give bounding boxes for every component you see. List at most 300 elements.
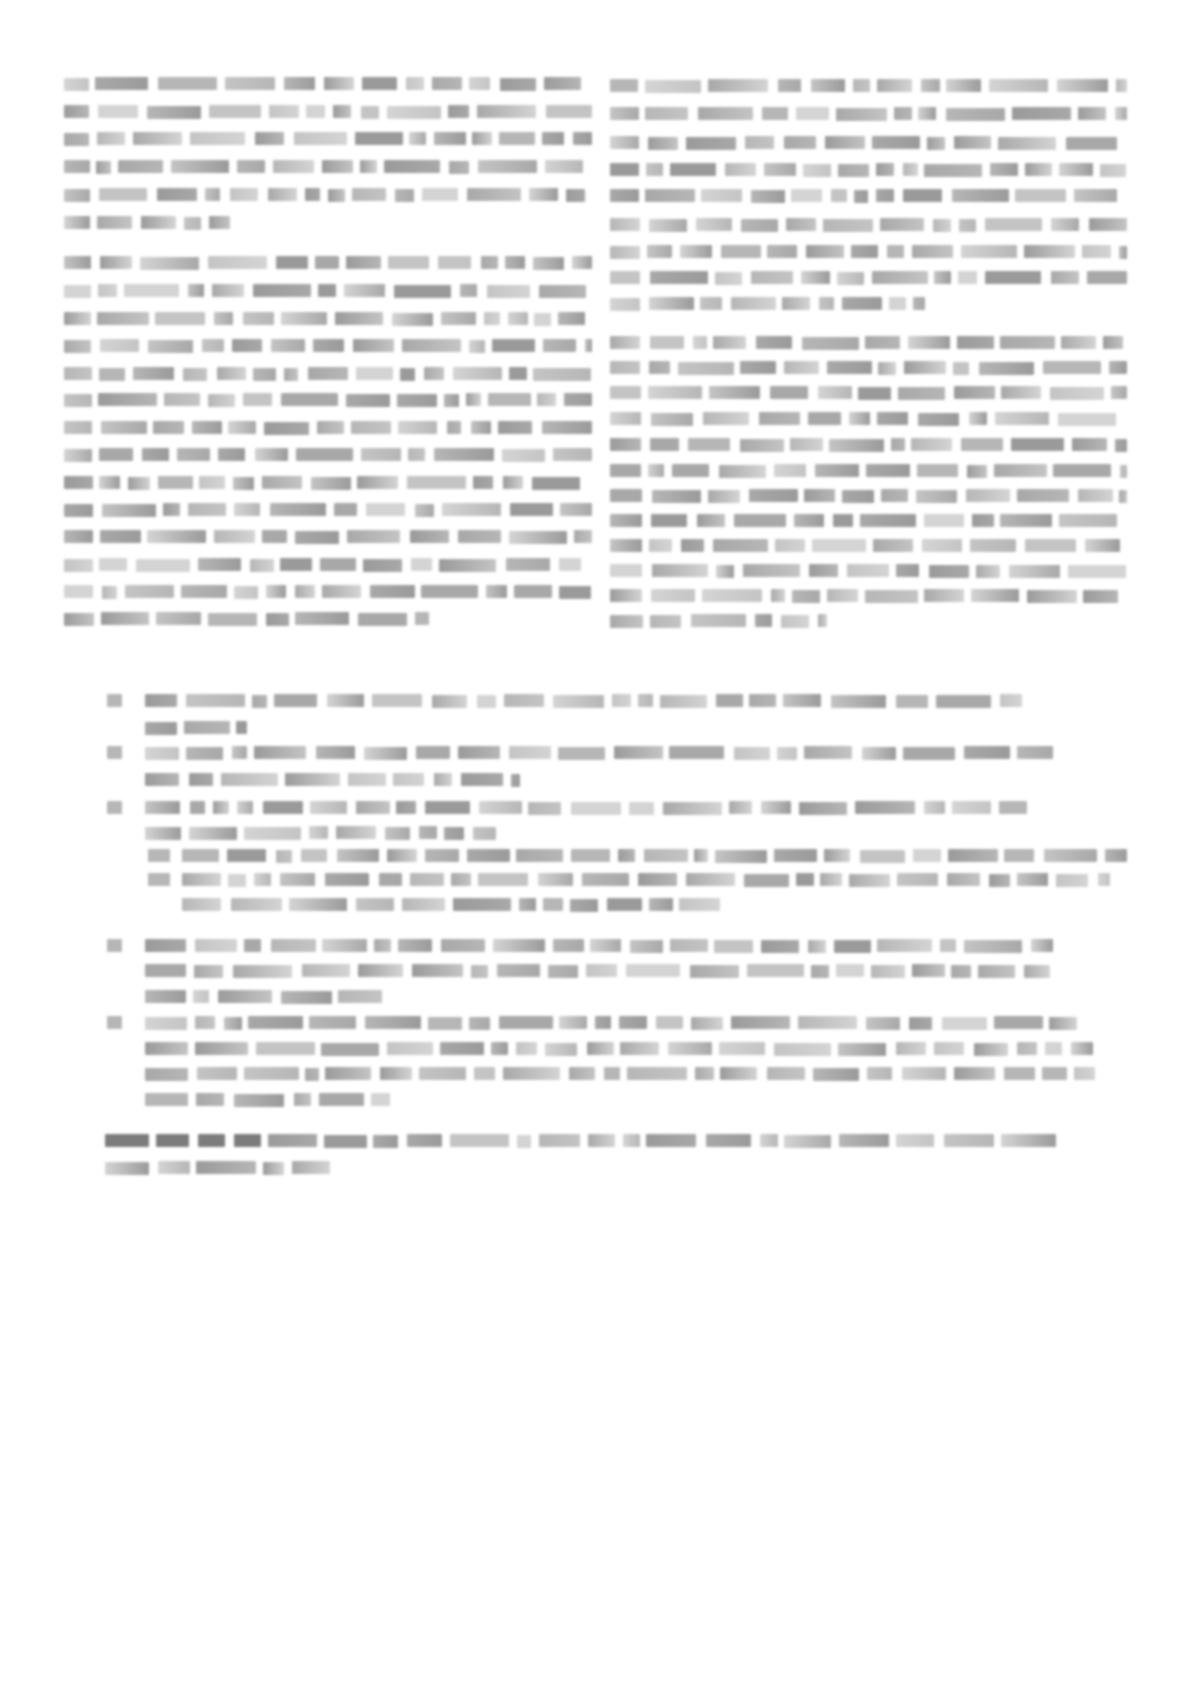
word-blob [994, 1016, 1043, 1029]
word-blob [276, 256, 308, 269]
word-blob [1103, 336, 1123, 349]
word-blob [648, 386, 702, 399]
word-blob [781, 615, 809, 628]
word-blob [650, 336, 684, 349]
word-blob [760, 1134, 778, 1147]
word-blob [719, 1042, 765, 1055]
word-blob [421, 585, 478, 598]
text-line [105, 1133, 1070, 1148]
word-blob [959, 219, 976, 232]
word-blob [419, 1067, 466, 1080]
word-blob [656, 1016, 683, 1029]
word-blob [896, 564, 919, 577]
word-blob [171, 160, 229, 173]
word-blob [444, 827, 464, 840]
word-blob [410, 873, 444, 886]
word-blob [902, 1067, 946, 1080]
word-blob [266, 585, 286, 598]
word-blob [99, 448, 133, 461]
word-blob [891, 438, 905, 451]
word-blob [865, 590, 918, 603]
word-blob [909, 1017, 932, 1030]
word-blob [560, 503, 592, 516]
word-blob [851, 245, 878, 258]
word-blob [217, 367, 246, 380]
word-blob [398, 939, 432, 952]
word-blob [473, 476, 493, 489]
word-blob [281, 991, 332, 1004]
word-blob [1025, 539, 1076, 552]
word-blob [762, 107, 788, 120]
word-blob [440, 1042, 484, 1055]
word-blob [133, 132, 182, 145]
word-blob [650, 438, 679, 451]
text-line [145, 963, 1053, 978]
word-blob [255, 448, 288, 461]
word-blob [1058, 413, 1116, 426]
word-blob [818, 386, 852, 399]
word-blob [244, 939, 261, 952]
word-blob [604, 1067, 620, 1080]
word-blob [837, 272, 864, 285]
word-blob [764, 163, 796, 176]
word-blob [838, 1043, 886, 1056]
word-blob [500, 78, 536, 91]
word-blob [734, 747, 770, 760]
word-blob [1024, 245, 1075, 258]
word-blob [543, 898, 563, 911]
word-blob [319, 1093, 364, 1106]
word-blob [978, 965, 1015, 978]
text-line [64, 447, 592, 462]
word-blob [976, 565, 1000, 578]
word-blob [280, 873, 315, 886]
word-blob [954, 1067, 995, 1080]
word-blob [862, 747, 896, 760]
word-blob [396, 801, 416, 814]
word-blob [756, 336, 792, 349]
word-blob [553, 939, 584, 952]
word-blob [651, 413, 693, 426]
word-blob [777, 747, 797, 760]
text-line [64, 187, 592, 202]
word-blob [186, 747, 223, 760]
bold-word-blob [156, 1134, 189, 1147]
text-line [610, 162, 1127, 177]
word-blob [528, 802, 561, 815]
text-line [145, 745, 1053, 760]
text-line [145, 938, 1053, 953]
sub-list-marker [148, 873, 170, 886]
word-blob [720, 1067, 757, 1080]
word-blob [610, 136, 639, 149]
word-blob [1072, 438, 1107, 451]
word-blob [648, 464, 664, 477]
word-blob [407, 476, 466, 489]
word-blob [755, 614, 772, 627]
word-blob [957, 336, 994, 349]
word-blob [1017, 1042, 1037, 1055]
word-blob [208, 613, 257, 626]
word-blob [740, 439, 784, 452]
text-line [610, 188, 1127, 203]
word-blob [921, 79, 940, 92]
word-blob [424, 367, 444, 380]
word-blob [387, 849, 417, 862]
word-blob [316, 746, 355, 759]
word-blob [860, 514, 916, 527]
word-blob [894, 107, 912, 120]
word-blob [479, 801, 522, 814]
word-blob [125, 585, 174, 598]
word-blob [394, 285, 451, 298]
word-blob [1109, 361, 1127, 374]
word-blob [660, 695, 707, 708]
text-line [610, 135, 1127, 150]
word-blob [315, 256, 339, 269]
word-blob [649, 297, 694, 310]
word-blob [734, 514, 786, 527]
word-blob [231, 898, 282, 911]
word-blob [706, 1134, 751, 1147]
word-blob [922, 539, 962, 552]
word-blob [784, 1135, 831, 1148]
word-blob [645, 107, 688, 120]
word-blob [543, 339, 576, 352]
word-blob [694, 849, 708, 862]
word-blob [352, 188, 386, 201]
word-blob [903, 163, 918, 176]
word-blob [262, 530, 287, 543]
word-blob [784, 136, 816, 149]
word-blob [614, 746, 663, 759]
word-blob [503, 1067, 560, 1080]
word-blob [189, 827, 237, 840]
word-blob [644, 849, 688, 862]
text-line [145, 1066, 1095, 1081]
word-blob [402, 339, 461, 352]
word-blob [649, 361, 670, 374]
word-blob [650, 615, 681, 628]
word-blob [1051, 218, 1079, 231]
word-blob [784, 361, 819, 374]
word-blob [373, 1135, 398, 1148]
word-blob [823, 219, 873, 232]
word-blob [824, 849, 850, 862]
word-blob [871, 965, 905, 978]
word-blob [569, 1067, 595, 1080]
word-blob [1068, 565, 1126, 578]
word-blob [320, 558, 356, 571]
word-blob [469, 77, 490, 90]
text-line [64, 557, 592, 572]
word-blob [701, 189, 742, 202]
word-blob [415, 612, 429, 625]
word-blob [254, 873, 271, 886]
word-blob [262, 476, 302, 489]
word-blob [214, 312, 233, 325]
word-blob [1078, 489, 1113, 502]
word-blob [64, 160, 90, 173]
word-blob [271, 339, 305, 352]
word-blob [218, 448, 245, 461]
word-blob [264, 422, 309, 435]
text-line [64, 159, 592, 174]
word-blob [181, 585, 227, 598]
word-blob [889, 297, 906, 310]
text-line [64, 131, 592, 146]
word-blob [365, 1016, 421, 1029]
word-blob [719, 465, 766, 478]
word-blob [695, 1067, 714, 1080]
word-blob [834, 940, 871, 953]
word-blob [610, 189, 639, 202]
word-blob [853, 79, 870, 92]
word-blob [511, 774, 520, 787]
word-blob [208, 394, 235, 407]
word-blob [700, 297, 722, 310]
word-blob [770, 386, 808, 399]
word-blob [942, 1017, 987, 1030]
word-blob [234, 1094, 284, 1107]
word-blob [858, 387, 891, 400]
word-blob [985, 271, 1041, 284]
word-blob [818, 614, 827, 627]
word-blob [629, 802, 654, 815]
word-blob [252, 695, 267, 708]
text-line [610, 588, 1127, 603]
word-blob [545, 160, 583, 173]
word-blob [294, 132, 347, 145]
word-blob [395, 189, 414, 202]
word-blob [1001, 1134, 1056, 1147]
word-blob [393, 773, 424, 786]
text-line [64, 104, 592, 119]
word-blob [908, 336, 950, 349]
word-blob [696, 218, 732, 231]
word-blob [686, 873, 735, 886]
word-blob [998, 137, 1056, 150]
word-blob [947, 873, 980, 886]
word-blob [64, 530, 93, 543]
word-blob [142, 448, 169, 461]
word-blob [803, 164, 831, 177]
text-line [64, 475, 592, 490]
word-blob [740, 361, 776, 374]
word-blob [876, 189, 894, 202]
word-blob [309, 1016, 356, 1029]
text-line [145, 825, 510, 840]
text-line [64, 502, 592, 517]
word-blob [544, 77, 581, 90]
word-blob [645, 189, 695, 202]
word-blob [918, 413, 959, 426]
word-blob [313, 339, 344, 352]
word-blob [827, 589, 858, 602]
word-blob [1049, 1017, 1077, 1030]
word-blob [774, 464, 806, 477]
word-blob [1050, 387, 1104, 400]
word-blob [234, 503, 260, 516]
word-blob [224, 1017, 242, 1030]
word-blob [946, 108, 1005, 121]
word-blob [566, 189, 585, 202]
word-blob [99, 558, 127, 571]
word-blob [610, 361, 640, 374]
word-blob [415, 504, 434, 517]
word-blob [877, 412, 908, 425]
word-blob [1044, 849, 1097, 862]
text-line [64, 255, 592, 270]
word-blob [1015, 189, 1066, 202]
word-blob [791, 189, 822, 202]
word-blob [336, 826, 376, 839]
word-blob [478, 873, 528, 886]
word-blob [896, 1042, 926, 1055]
word-blob [372, 694, 422, 707]
word-blob [516, 849, 563, 862]
word-blob [831, 695, 886, 708]
word-blob [697, 514, 725, 527]
word-blob [234, 586, 258, 599]
word-blob [195, 1016, 215, 1029]
word-blob [961, 245, 1017, 258]
text-line [610, 563, 1127, 578]
word-blob [64, 449, 92, 462]
word-blob [270, 503, 326, 516]
word-blob [693, 336, 707, 349]
text-line [610, 270, 1127, 285]
word-blob [466, 393, 481, 406]
word-blob [469, 340, 485, 353]
word-blob [626, 964, 680, 977]
word-blob [322, 160, 353, 173]
word-blob [324, 77, 354, 90]
word-blob [506, 558, 550, 571]
word-blob [402, 898, 445, 911]
text-line [64, 366, 592, 381]
word-blob [933, 219, 951, 232]
word-blob [145, 747, 179, 760]
word-blob [610, 564, 642, 577]
word-blob [811, 965, 829, 978]
word-blob [324, 1135, 367, 1148]
word-blob [361, 106, 379, 119]
word-blob [366, 503, 405, 516]
word-blob [416, 746, 450, 759]
word-blob [927, 137, 945, 150]
word-blob [1000, 694, 1022, 707]
word-blob [878, 362, 896, 375]
word-blob [587, 1042, 614, 1055]
word-blob [155, 312, 205, 325]
text-line [145, 1015, 1077, 1030]
word-blob [364, 747, 407, 760]
word-blob [64, 367, 92, 380]
word-blob [385, 827, 410, 840]
word-blob [646, 163, 663, 176]
word-blob [808, 940, 826, 953]
word-blob [538, 873, 573, 886]
word-blob [618, 849, 635, 862]
word-blob [716, 694, 743, 707]
word-blob [177, 448, 210, 461]
word-blob [98, 105, 138, 118]
word-blob [903, 189, 942, 202]
word-blob [610, 246, 640, 259]
word-blob [460, 284, 477, 297]
word-blob [322, 939, 367, 952]
word-blob [887, 245, 904, 258]
word-blob [1056, 874, 1088, 887]
text-line [610, 411, 1127, 426]
text-line [64, 338, 592, 353]
word-blob [798, 1016, 857, 1029]
word-blob [295, 531, 339, 544]
word-blob [327, 694, 364, 707]
word-blob [702, 589, 762, 602]
word-blob [865, 336, 900, 349]
word-blob [514, 585, 552, 598]
word-blob [1012, 107, 1071, 120]
list-marker [107, 1016, 122, 1029]
word-blob [815, 464, 859, 477]
word-blob [775, 539, 805, 552]
word-blob [1043, 361, 1101, 374]
word-blob [854, 190, 868, 203]
word-blob [328, 189, 345, 202]
word-blob [344, 284, 385, 297]
word-blob [958, 271, 977, 284]
text-line [64, 420, 592, 435]
word-blob [881, 489, 908, 502]
word-blob [1017, 873, 1048, 886]
word-blob [559, 1016, 587, 1029]
word-blob [64, 256, 91, 269]
word-blob [398, 421, 437, 434]
word-blob [348, 773, 386, 786]
word-blob [243, 312, 274, 325]
word-blob [749, 489, 798, 502]
word-blob [1120, 465, 1127, 478]
word-blob [542, 132, 564, 145]
word-blob [477, 695, 496, 708]
word-blob [263, 1162, 284, 1175]
word-blob [1059, 514, 1117, 527]
word-blob [285, 773, 340, 786]
word-blob [243, 393, 272, 406]
word-blob [771, 589, 785, 602]
word-blob [833, 514, 853, 527]
word-blob [533, 368, 591, 381]
word-blob [360, 160, 377, 173]
word-blob [946, 79, 981, 92]
word-blob [195, 939, 237, 952]
word-blob [145, 801, 180, 814]
word-blob [842, 297, 882, 310]
word-blob [761, 801, 791, 814]
word-blob [202, 339, 224, 352]
word-blob [411, 558, 432, 571]
word-blob [880, 218, 924, 231]
list-marker [107, 939, 122, 952]
word-blob [964, 940, 1022, 953]
word-blob [703, 412, 749, 425]
word-blob [1085, 539, 1120, 552]
word-blob [212, 284, 244, 297]
word-blob [809, 564, 838, 577]
word-blob [532, 477, 580, 490]
